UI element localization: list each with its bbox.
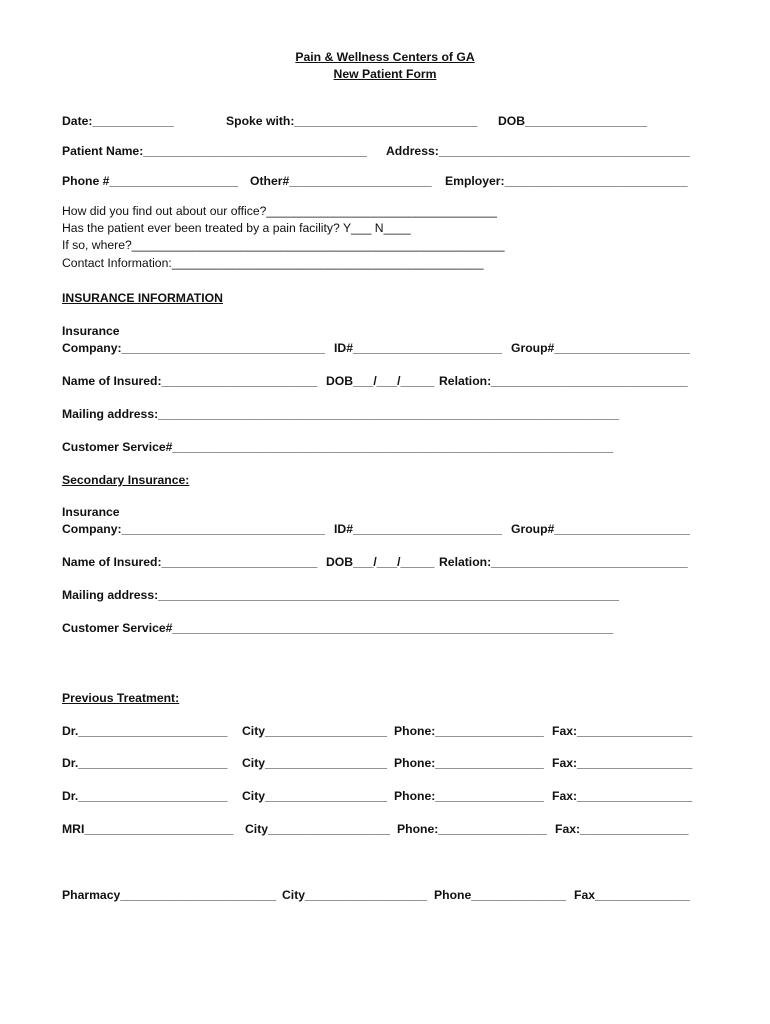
secondary-insurance-label: Insurance: [62, 505, 120, 519]
primary-mailing-address-field[interactable]: Mailing address:____________________________________________________________________: [62, 407, 620, 421]
treatment-fax-2-field[interactable]: Fax:_________________: [552, 756, 693, 770]
dob-field[interactable]: DOB__________________: [498, 114, 648, 128]
insurance-heading: INSURANCE INFORMATION: [62, 291, 223, 305]
primary-id-field[interactable]: ID#______________________: [334, 341, 503, 355]
treatment-city-3-field[interactable]: City__________________: [242, 789, 388, 803]
secondary-mailing-address-field[interactable]: Mailing address:____________________________________________________________________: [62, 588, 620, 602]
secondary-insurance-heading: Secondary Insurance:: [62, 473, 190, 487]
treatment-city-2-field[interactable]: City__________________: [242, 756, 388, 770]
treatment-doctor-2-field[interactable]: Dr.______________________: [62, 756, 228, 770]
prior-pain-facility-field[interactable]: Has the patient ever been treated by a pain facility? Y___ N____: [62, 221, 411, 235]
pharmacy-city-field[interactable]: City__________________: [282, 888, 428, 902]
mri-city-field[interactable]: City__________________: [245, 822, 391, 836]
pharmacy-phone-field[interactable]: Phone______________: [434, 888, 567, 902]
primary-insured-name-field[interactable]: Name of Insured:_______________________: [62, 374, 318, 388]
secondary-group-field[interactable]: Group#____________________: [511, 522, 690, 536]
previous-treatment-heading: Previous Treatment:: [62, 691, 180, 705]
treatment-city-1-field[interactable]: City__________________: [242, 724, 388, 738]
address-field[interactable]: Address:_____________________________________: [386, 144, 690, 158]
patient-name-field[interactable]: Patient Name:_________________________________: [62, 144, 367, 158]
treatment-phone-3-field[interactable]: Phone:________________: [394, 789, 544, 803]
spoke-with-field[interactable]: Spoke with:___________________________: [226, 114, 478, 128]
secondary-insured-dob-field[interactable]: DOB___/___/_____: [326, 555, 435, 569]
contact-information-field[interactable]: Contact Information:______________________________________________: [62, 256, 484, 270]
secondary-customer-service-field[interactable]: Customer Service#_________________________________________________________________: [62, 621, 613, 635]
date-field[interactable]: Date:____________: [62, 114, 174, 128]
secondary-id-field[interactable]: ID#______________________: [334, 522, 503, 536]
form-subtitle: New Patient Form: [333, 67, 437, 81]
treatment-fax-3-field[interactable]: Fax:_________________: [552, 789, 693, 803]
employer-field[interactable]: Employer:___________________________: [445, 174, 688, 188]
referral-source-field[interactable]: How did you find out about our office?__________________________________: [62, 204, 497, 218]
prior-facility-where-field[interactable]: If so, where?_______________________________________________________: [62, 238, 505, 252]
other-phone-field[interactable]: Other#_____________________: [250, 174, 432, 188]
primary-relation-field[interactable]: Relation:_____________________________: [439, 374, 688, 388]
mri-fax-field[interactable]: Fax:________________: [555, 822, 689, 836]
secondary-company-field[interactable]: Company:______________________________: [62, 522, 325, 536]
treatment-phone-1-field[interactable]: Phone:________________: [394, 724, 544, 738]
treatment-doctor-1-field[interactable]: Dr.______________________: [62, 724, 228, 738]
primary-customer-service-field[interactable]: Customer Service#_________________________________________________________________: [62, 440, 613, 454]
phone-field[interactable]: Phone #___________________: [62, 174, 239, 188]
pharmacy-fax-field[interactable]: Fax______________: [574, 888, 690, 902]
treatment-fax-1-field[interactable]: Fax:_________________: [552, 724, 693, 738]
treatment-phone-2-field[interactable]: Phone:________________: [394, 756, 544, 770]
treatment-doctor-3-field[interactable]: Dr.______________________: [62, 789, 228, 803]
mri-provider-field[interactable]: MRI______________________: [62, 822, 234, 836]
primary-insurance-label: Insurance: [62, 324, 120, 338]
pharmacy-name-field[interactable]: Pharmacy_______________________: [62, 888, 277, 902]
primary-insured-dob-field[interactable]: DOB___/___/_____: [326, 374, 435, 388]
secondary-insured-name-field[interactable]: Name of Insured:_______________________: [62, 555, 318, 569]
primary-company-field[interactable]: Company:______________________________: [62, 341, 325, 355]
mri-phone-field[interactable]: Phone:________________: [397, 822, 547, 836]
secondary-relation-field[interactable]: Relation:_____________________________: [439, 555, 688, 569]
primary-group-field[interactable]: Group#____________________: [511, 341, 690, 355]
form-title: Pain & Wellness Centers of GA: [295, 50, 475, 64]
